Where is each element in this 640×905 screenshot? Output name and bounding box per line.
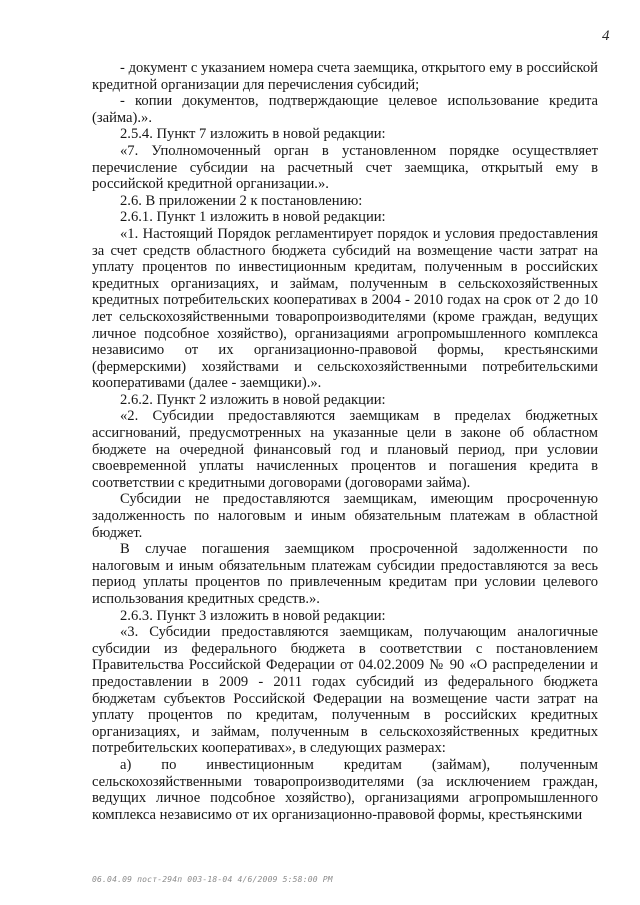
paragraph-no-subsidy: Субсидии не предоставляются заемщикам, имеющим просроченную задолженность по налоговым и иным обязательным платежам в областной бюджет. (92, 491, 598, 541)
document-body (92, 60, 598, 823)
paragraph-item-1: «1. Настоящий Порядок регламентирует порядок и условия предоставления за счет средств областного бюджета субсидий на возмещение части затрат на уплату процентов по инвестиционным кредитам, полученным в российских кредитных организациях, и займам, полученным в сельскохозяйственных кредитных потребительских кооперативах в 2004 - 2010 годах на срок от 2 до 10 лет сельскохозяйственными товаропроизводителями (кроме граждан, ведущих личное подсобное хозяйство), организациями агропромышленного комплекса независимо от их организационно-правовой формы, крестьянскими (фермерскими) хозяйствами и сельскохозяйственными потребительскими кооперативами (далее - заемщики).». (92, 225, 598, 392)
paragraph-doc-copies: - копии документов, подтверждающие целевое использование кредита (займа).». (92, 93, 598, 126)
paragraph-2-5-4: 2.5.4. Пункт 7 изложить в новой редакции: (120, 126, 386, 143)
paragraph-doc-account: - документ с указанием номера счета заемщика, открытого ему в российской кредитной организации для перечисления субсидий; (92, 60, 598, 93)
paragraph-2-6-2: 2.6.2. Пункт 2 изложить в новой редакции: (120, 391, 386, 408)
paragraph-subitem-a: а) по инвестиционным кредитам (займам), полученным сельскохозяйственными товаропроизводителями (за исключением граждан, ведущих личное подсобное хозяйство), организациями агропромышленного комплекса независимо от их организационно-правовой формы, крестьянскими (92, 756, 598, 823)
page-number: 4 (602, 28, 610, 44)
file-footer: 06.04.09 пост-294п 003-18-04 4/6/2009 5:58:00 PM (92, 875, 333, 884)
paragraph-item-7: «7. Уполномоченный орган в установленном порядке осуществляет перечисление субсидии на расчетный счет заемщика, открытый ему в российской кредитной организации.». (92, 142, 598, 193)
paragraph-2-6-3: 2.6.3. Пункт 3 изложить в новой редакции: (120, 607, 386, 624)
paragraph-2-6-1: 2.6.1. Пункт 1 изложить в новой редакции: (120, 209, 386, 226)
paragraph-2-6: 2.6. В приложении 2 к постановлению: (120, 192, 363, 209)
paragraph-item-2: «2. Субсидии предоставляются заемщикам в пределах бюджетных ассигнований, предусмотренных на указанные цели в законе об областном бюджете на очередной финансовый год и плановый период, при условии своевременной уплаты начисленных процентов и погашения кредита в соответствии с кредитными договорами (договорами займа). (92, 408, 598, 491)
paragraph-item-3: «3. Субсидии предоставляются заемщикам, получающим аналогичные субсидии из федерального бюджета в соответствии с постановлением Правительства Российской Федерации от 04.02.2009 № 90 «О распределении и предоставлении в 2009 - 2011 годах субсидий из федерального бюджета бюджетам субъектов Российской Федерации на возмещение части затрат на уплату процентов по кредитам, полученным в российских кредитных организациях, и займам, полученным в сельскохозяйственных кредитных потребительских кооперативах», в следующих размерах: (92, 624, 598, 757)
paragraph-debt-repaid: В случае погашения заемщиком просроченной задолженности по налоговым и иным обязательным платежам субсидии предоставляются за весь период уплаты процентов по привлеченным кредитам при условии целевого использования кредитных средств.». (92, 541, 598, 607)
